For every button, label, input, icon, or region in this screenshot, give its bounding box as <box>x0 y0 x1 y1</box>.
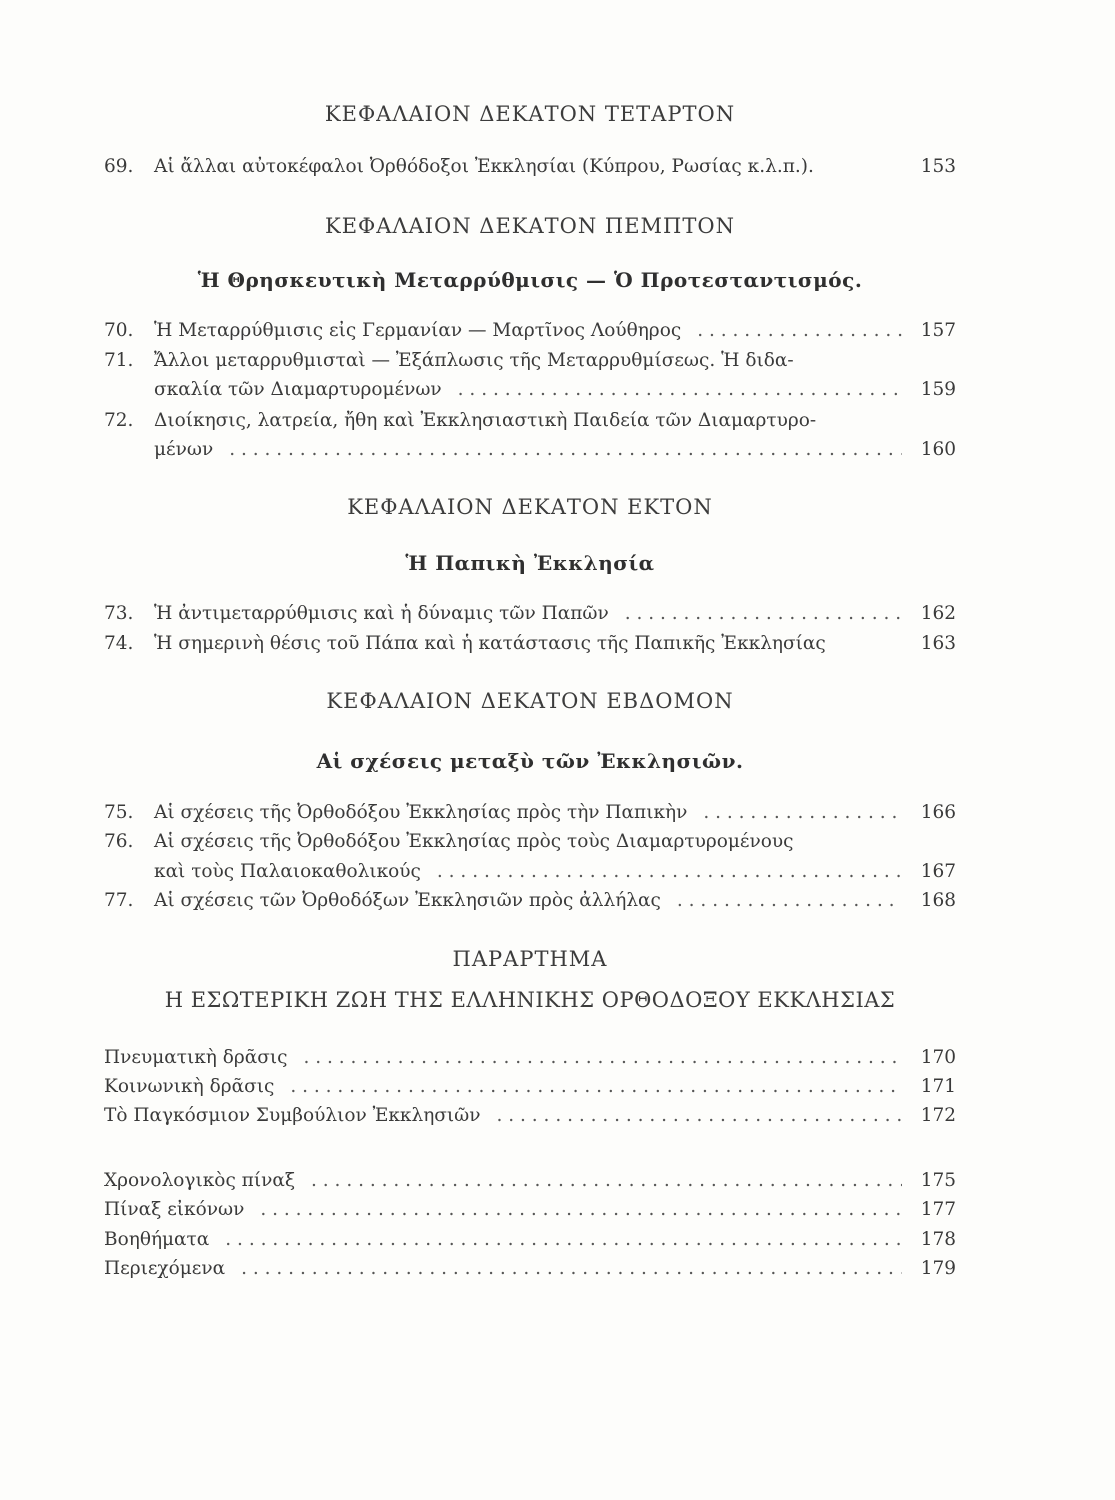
entry-page: 160 <box>920 439 956 460</box>
chapter-17-heading: ΚΕΦΑΛΑΙΟΝ ΔΕΚΑΤΟΝ ΕΒΔΟΜΟΝ <box>326 689 734 713</box>
entry-title: Ἡ ἀντιμεταρρύθμισις καὶ ἡ δύναμις τῶν Παπῶν <box>154 603 609 624</box>
toc-entry-appendix-3[interactable] <box>104 1105 956 1133</box>
toc-entry-71-cont[interactable] <box>104 379 956 407</box>
entry-page: 178 <box>920 1229 956 1250</box>
entry-title: Διοίκησις, λατρεία, ἤθη καὶ Ἐκκλησιαστικὴ Παιδεία τῶν Διαμαρτυρο- <box>154 410 817 431</box>
dot-leader <box>229 439 902 460</box>
entry-number: 74. <box>104 633 134 654</box>
entry-title: Ἄλλοι μεταρρυθμισταὶ — Ἐξάπλωσις τῆς Μεταρρυθμίσεως. Ἡ διδα- <box>154 350 794 371</box>
entry-title: Αἱ σχέσεις τῆς Ὀρθοδόξου Ἐκκλησίας πρὸς τοὺς Διαμαρτυρομένους <box>154 831 794 852</box>
entry-number: 71. <box>104 350 134 371</box>
dot-leader <box>703 802 902 823</box>
dot-leader <box>497 1105 902 1126</box>
entry-title: Αἱ σχέσεις τῶν Ὀρθοδόξων Ἐκκλησιῶν πρὸς ἀλλήλας <box>154 890 661 911</box>
dot-leader <box>304 1047 903 1068</box>
entry-page: 175 <box>920 1170 956 1191</box>
toc-entry-chronology[interactable] <box>104 1170 956 1198</box>
entry-page: 179 <box>920 1258 956 1279</box>
entry-page: 171 <box>920 1076 956 1097</box>
chapter-14-heading: ΚΕΦΑΛΑΙΟΝ ΔΕΚΑΤΟΝ ΤΕΤΑΡΤΟΝ <box>324 102 736 126</box>
chapter-15-heading: ΚΕΦΑΛΑΙΟΝ ΔΕΚΑΤΟΝ ΠΕΜΠΤΟΝ <box>325 214 735 238</box>
chapter-16-heading: ΚΕΦΑΛΑΙΟΝ ΔΕΚΑΤΟΝ ΕΚΤΟΝ <box>347 495 713 519</box>
toc-entry-74[interactable] <box>104 633 956 661</box>
toc-entry-72[interactable] <box>104 410 956 438</box>
entry-number: 76. <box>104 831 134 852</box>
entry-title-cont: καὶ τοὺς Παλαιοκαθολικούς <box>154 861 421 882</box>
dot-leader <box>260 1199 902 1220</box>
toc-entry-illustrations[interactable] <box>104 1199 956 1227</box>
chapter-15-subtitle: Ἡ Θρησκευτικὴ Μεταρρύθμισις — Ὁ Προτεσταντισμός. <box>197 268 863 292</box>
dot-leader <box>311 1170 902 1191</box>
dot-leader <box>241 1258 902 1279</box>
entry-page: 170 <box>920 1047 956 1068</box>
toc-entry-76[interactable] <box>104 831 956 859</box>
toc-entry-70[interactable] <box>104 320 956 348</box>
chapter-16-subtitle: Ἡ Παπικὴ Ἐκκλησία <box>405 551 655 575</box>
chapter-17-subtitle: Αἱ σχέσεις μεταξὺ τῶν Ἐκκλησιῶν. <box>316 749 744 773</box>
entry-number: 70. <box>104 320 134 341</box>
toc-entry-75[interactable] <box>104 802 956 830</box>
appendix-heading: ΠΑΡΑΡΤΗΜΑ <box>452 947 608 971</box>
entry-title-cont: μένων <box>154 439 214 460</box>
entry-title: Βοηθήματα <box>104 1229 210 1250</box>
toc-entry-71[interactable] <box>104 350 956 378</box>
entry-title: Αἱ ἄλλαι αὐτοκέφαλοι Ὀρθόδοξοι Ἐκκλησίαι (Κύπρου, Ρωσίας κ.λ.π.). <box>154 156 814 177</box>
dot-leader <box>437 861 902 882</box>
toc-entry-77[interactable] <box>104 890 956 918</box>
toc-entry-contents[interactable] <box>104 1258 956 1286</box>
entry-page: 177 <box>920 1199 956 1220</box>
toc-entry-69[interactable] <box>104 156 956 184</box>
entry-title: Ἡ σημερινὴ θέσις τοῦ Πάπα καὶ ἡ κατάστασις τῆς Παπικῆς Ἐκκλησίας <box>154 633 826 654</box>
dot-leader <box>625 603 902 624</box>
appendix-subheading: Η ΕΣΩΤΕΡΙΚΗ ΖΩΗ ΤΗΣ ΕΛΛΗΝΙΚΗΣ ΟΡΘΟΔΟΞΟΥ ΕΚΚΛΗΣΙΑΣ <box>164 988 896 1012</box>
entry-page: 163 <box>920 633 956 654</box>
entry-title: Ἡ Μεταρρύθμισις εἰς Γερμανίαν — Μαρτῖνος Λούθηρος <box>154 320 682 341</box>
toc-entry-bibliography[interactable] <box>104 1229 956 1257</box>
entry-title: Χρονολογικὸς πίναξ <box>104 1170 296 1191</box>
dot-leader <box>290 1076 902 1097</box>
entry-page: 166 <box>920 802 956 823</box>
entry-number: 72. <box>104 410 134 431</box>
entry-number: 77. <box>104 890 134 911</box>
toc-entry-appendix-2[interactable] <box>104 1076 956 1104</box>
toc-entry-72-cont[interactable] <box>104 439 956 467</box>
entry-title: Αἱ σχέσεις τῆς Ὀρθοδόξου Ἐκκλησίας πρὸς τὴν Παπικὴν <box>154 802 688 823</box>
toc-entry-76-cont[interactable] <box>104 861 956 889</box>
entry-title: Τὸ Παγκόσμιον Συμβούλιον Ἐκκλησιῶν <box>104 1105 481 1126</box>
dot-leader <box>697 320 902 341</box>
dot-leader <box>677 890 902 911</box>
entry-title: Περιεχόμενα <box>104 1258 226 1279</box>
entry-page: 172 <box>920 1105 956 1126</box>
entry-number: 75. <box>104 802 134 823</box>
dot-leader <box>458 379 902 400</box>
entry-title: Κοινωνικὴ δρᾶσις <box>104 1076 275 1097</box>
toc-entry-73[interactable] <box>104 603 956 631</box>
entry-title: Πνευματικὴ δρᾶσις <box>104 1047 288 1068</box>
dot-leader <box>225 1229 902 1250</box>
entry-title: Πίναξ εἰκόνων <box>104 1199 245 1220</box>
entry-title-cont: σκαλία τῶν Διαμαρτυρομένων <box>154 379 442 400</box>
entry-page: 157 <box>920 320 956 341</box>
entry-page: 153 <box>920 156 956 177</box>
entry-page: 168 <box>920 890 956 911</box>
toc-entry-appendix-1[interactable] <box>104 1047 956 1075</box>
entry-page: 162 <box>920 603 956 624</box>
entry-number: 69. <box>104 156 134 177</box>
entry-page: 159 <box>920 379 956 400</box>
entry-number: 73. <box>104 603 134 624</box>
entry-page: 167 <box>920 861 956 882</box>
